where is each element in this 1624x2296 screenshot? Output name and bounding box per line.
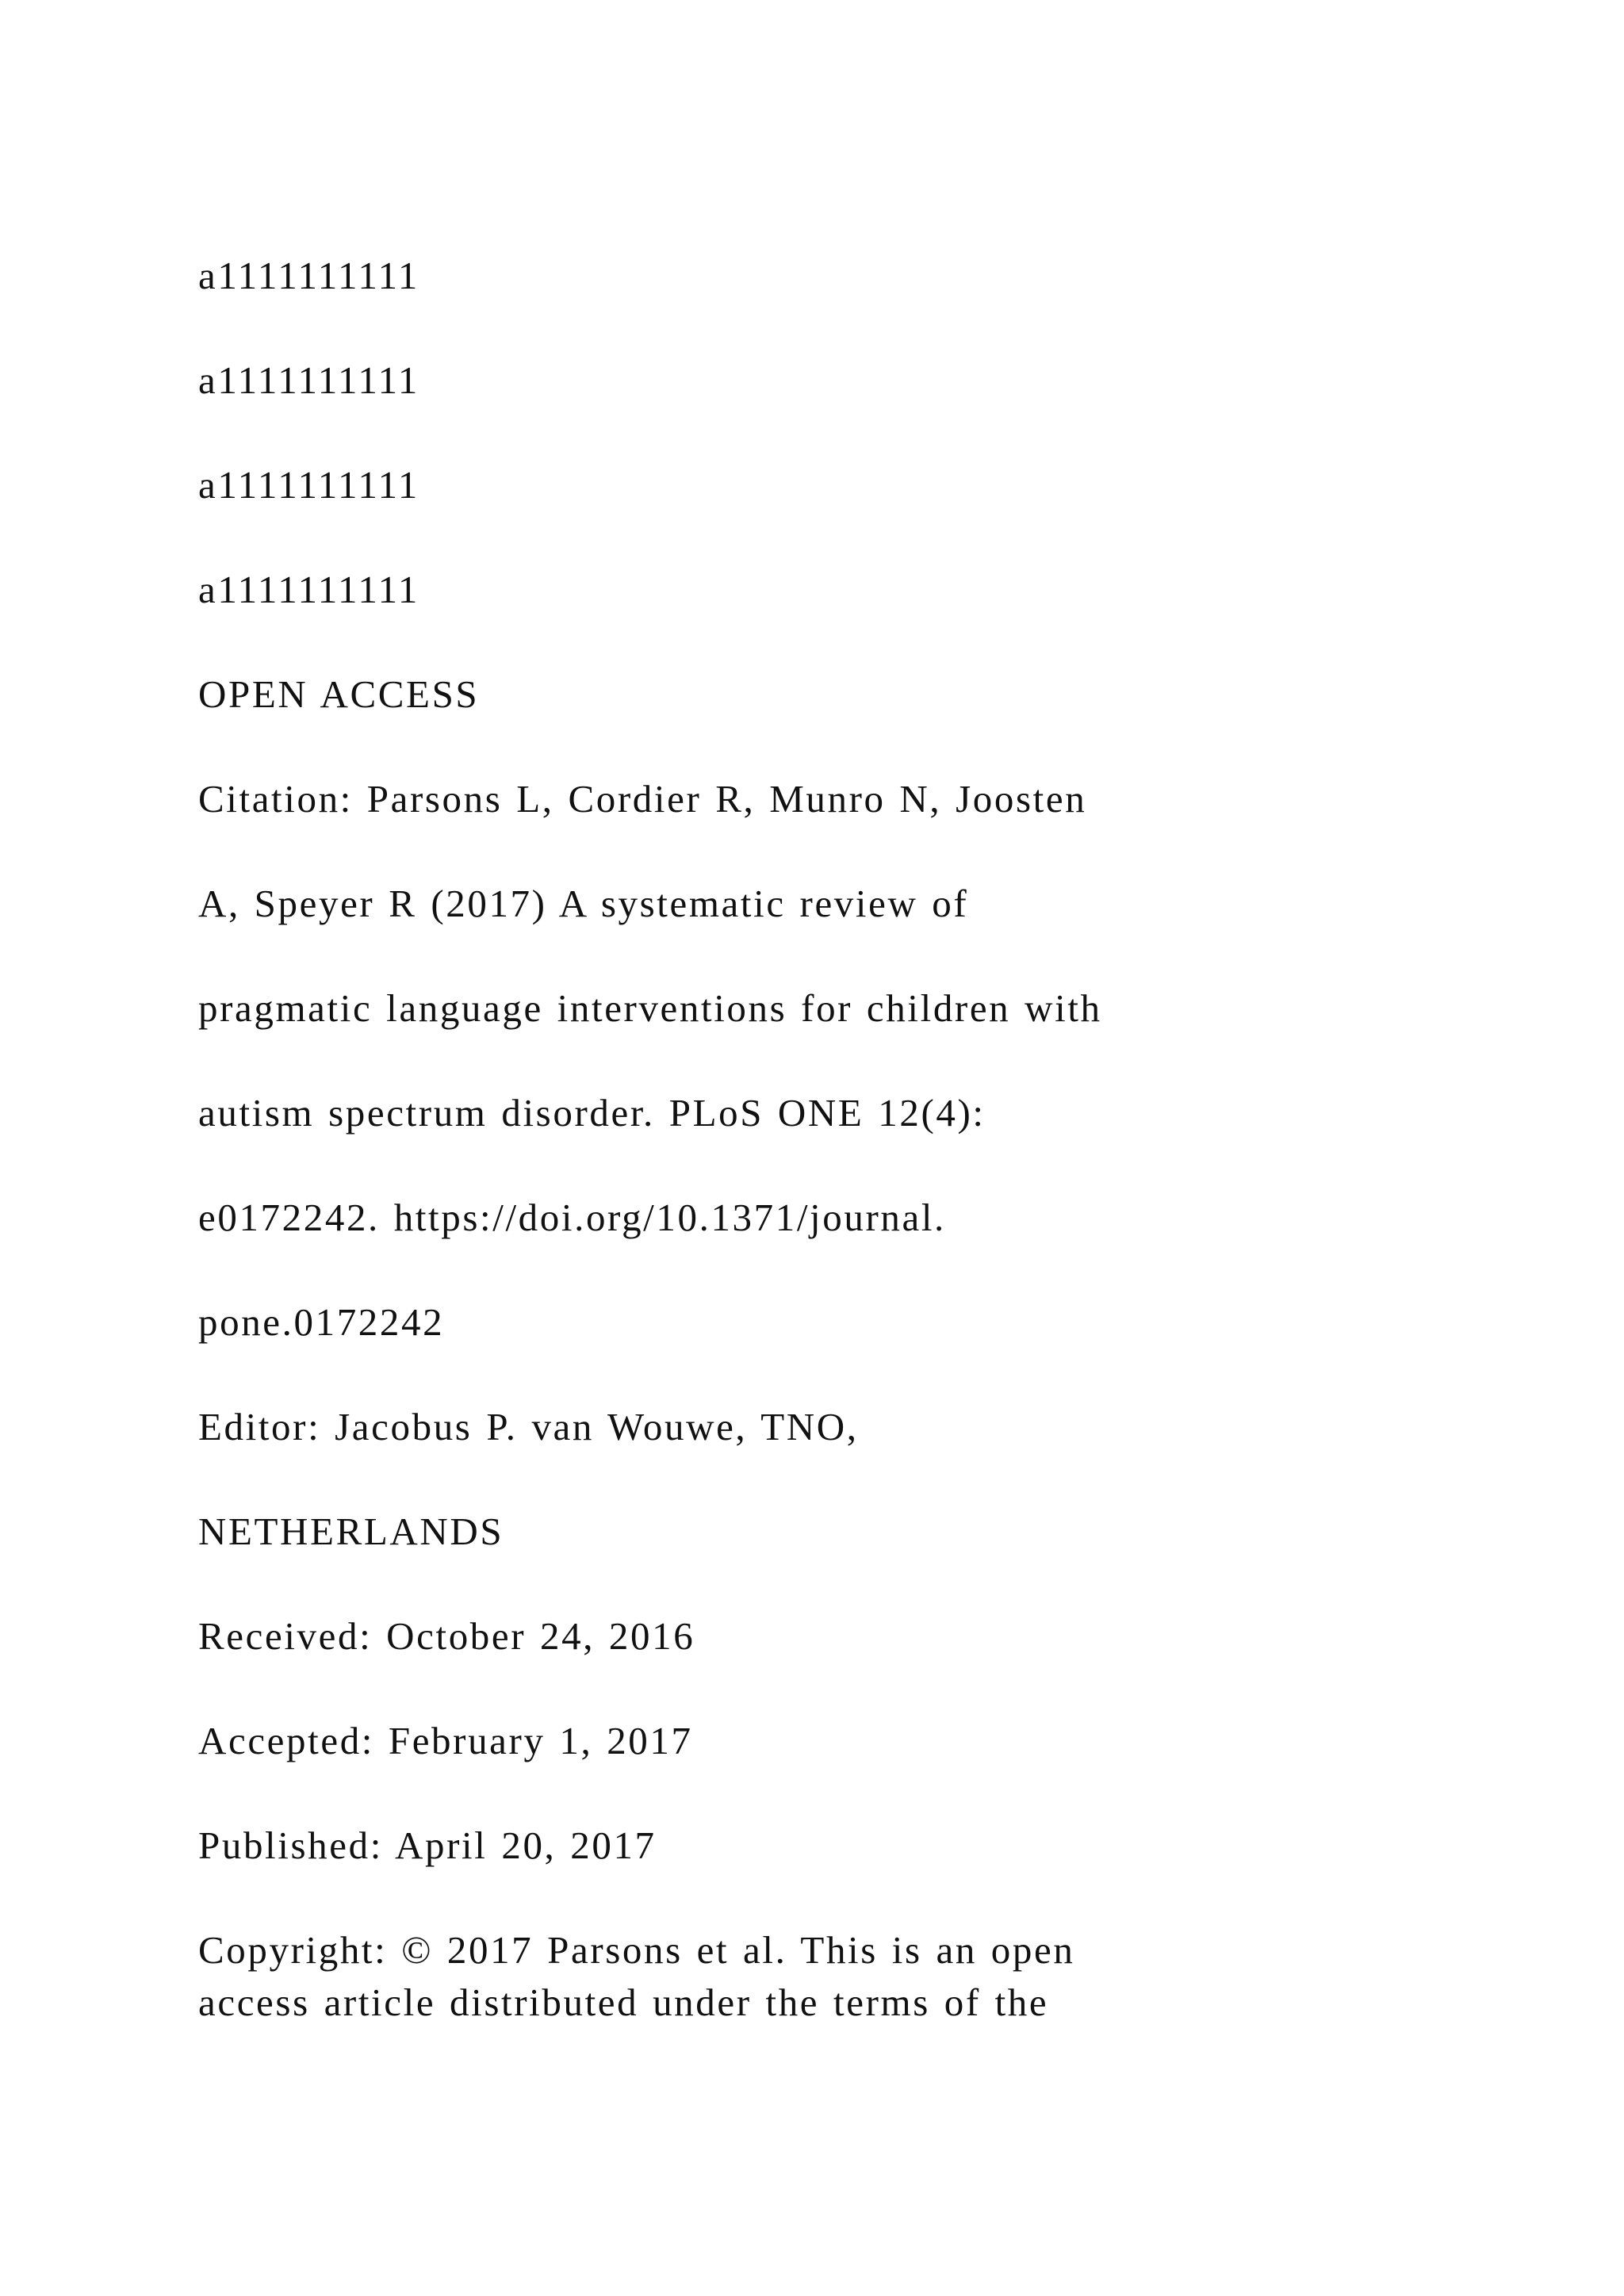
identifier-line-3: a1111111111 xyxy=(198,463,419,507)
citation-line-3: pragmatic language interventions for children with xyxy=(198,986,1102,1030)
published-date: Published: April 20, 2017 xyxy=(198,1823,657,1867)
received-date: Received: October 24, 2016 xyxy=(198,1614,695,1658)
identifier-line-2: a1111111111 xyxy=(198,358,419,402)
citation-line-6: pone.0172242 xyxy=(198,1300,445,1344)
editor-line-1: Editor: Jacobus P. van Wouwe, TNO, xyxy=(198,1405,859,1448)
identifier-line-1: a1111111111 xyxy=(198,254,419,297)
identifier-line-4: a1111111111 xyxy=(198,568,419,611)
citation-line-2: A, Speyer R (2017) A systematic review of xyxy=(198,882,969,925)
open-access-label: OPEN ACCESS xyxy=(198,672,480,716)
citation-line-1: Citation: Parsons L, Cordier R, Munro N, Joosten xyxy=(198,777,1087,821)
citation-line-4: autism spectrum disorder. PLoS ONE 12(4): xyxy=(198,1091,986,1135)
citation-line-5: e0172242. https://doi.org/10.1371/journal. xyxy=(198,1196,946,1239)
editor-line-2: NETHERLANDS xyxy=(198,1510,504,1553)
copyright-line-2: access article distributed under the terms of the xyxy=(198,1980,1049,2024)
accepted-date: Accepted: February 1, 2017 xyxy=(198,1719,693,1762)
copyright-line-1: Copyright: © 2017 Parsons et al. This is an open xyxy=(198,1928,1075,1972)
